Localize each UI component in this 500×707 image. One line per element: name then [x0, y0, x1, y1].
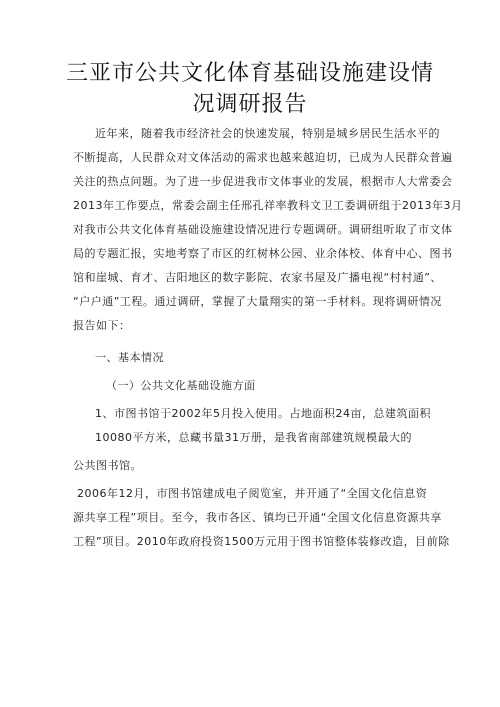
paragraph-line: 不断提高，人民群众对文体活动的需求也越来越迫切，已成为人民群众普遍	[73, 151, 453, 164]
paragraph-line: 2006年12月，市图书馆建成电子阅览室，并开通了“全国文化信息资	[77, 487, 428, 500]
paragraph-line: “户户通”工程。通过调研，掌握了大量翔实的第一手材料。现将调研情况	[73, 295, 442, 308]
paragraph-line: 局的专题汇报，实地考察了市区的红树林公园、业余体校、体育中心、图书	[73, 247, 453, 260]
paragraph-line: 工程”项目。2010年政府投资1500万元用于图书馆整体装修改造，目前除	[73, 535, 450, 548]
section-heading: 一、基本情况	[95, 351, 164, 364]
paragraph-line: 对我市公共文化体育基础设施建设情况进行专题调研。调研组听取了市文体	[73, 223, 453, 236]
paragraph-line: 报告如下：	[73, 319, 131, 332]
paragraph-line: 1、市图书馆于2002年5月投入使用。占地面积24亩，总建筑面积	[95, 407, 431, 420]
document-body	[73, 122, 463, 554]
paragraph-line: 公共图书馆。	[73, 459, 142, 472]
document-title-line-2: 况调研报告	[192, 92, 308, 117]
paragraph-line: 2013年工作要点，常委会副主任邢孔祥率教科文卫工委调研组于2013年3月	[73, 199, 463, 212]
paragraph-line: 馆和崖城、育才、吉阳地区的数字影院、农家书屋及广播电视“村村通”、	[73, 271, 442, 284]
paragraph-line: 关注的热点问题。为了进一步促进我市文体事业的发展，根据市人大常委会	[73, 175, 453, 188]
paragraph-line: 近年来，随着我市经济社会的快速发展，特别是城乡居民生活水平的	[95, 127, 440, 140]
paragraph-line: 10080平方米，总藏书量31万册，是我省南部建筑规模最大的	[95, 431, 412, 444]
paragraph-line: 源共享工程”项目。至今，我市各区、镇均已开通“全国文化信息资源共享	[73, 511, 442, 524]
document-title-line-1: 三亚市公共文化体育基础设施建设情	[65, 61, 434, 86]
subsection-heading: （一）公共文化基础设施方面	[106, 379, 256, 392]
